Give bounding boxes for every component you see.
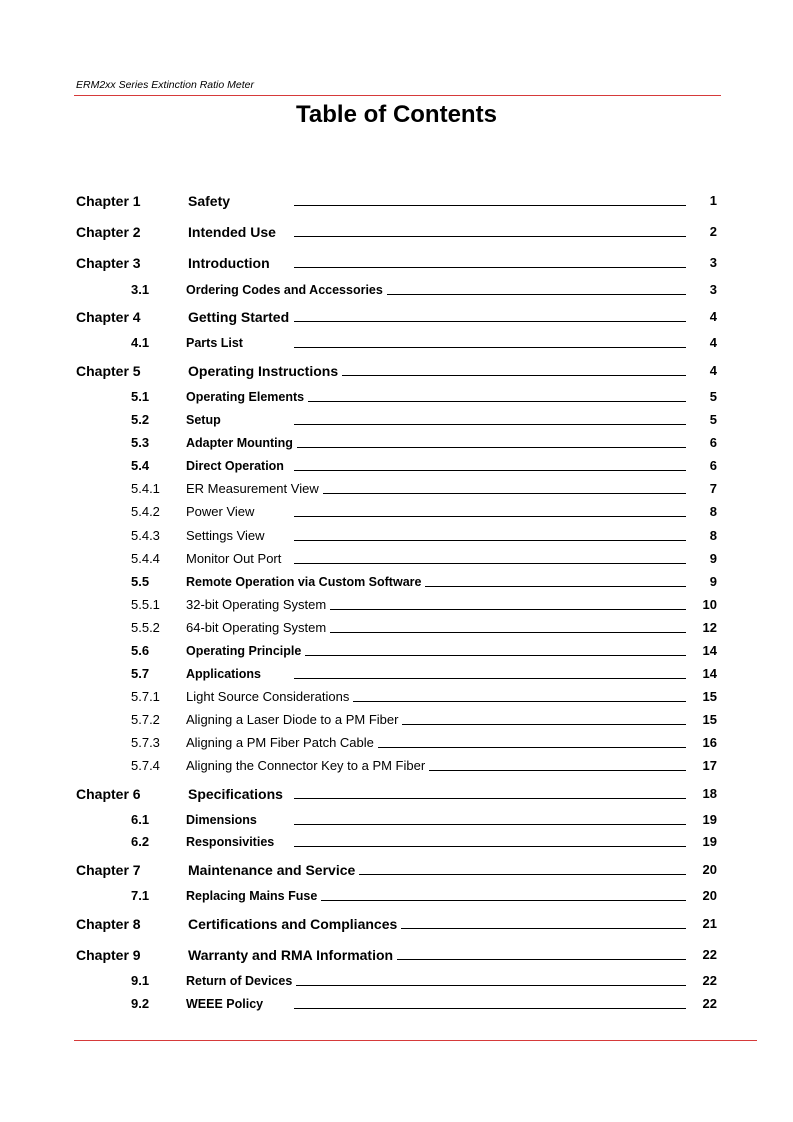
toc-entry-page: 12 [702,620,717,635]
toc-entry-number: 5.7.4 [131,758,160,773]
toc-entry[interactable] [0,832,793,852]
toc-leader-line [294,846,686,847]
toc-entry[interactable] [0,191,793,211]
toc-entry-title: Dimensions [186,813,257,827]
toc-leader-line [330,609,686,610]
toc-leader-line [294,347,686,348]
toc-entry-title: Adapter Mounting [186,436,293,450]
toc-entry[interactable] [0,971,793,991]
toc-entry-page: 8 [709,528,717,543]
toc-entry[interactable] [0,860,793,880]
toc-leader-line [294,563,686,564]
toc-entry-number: 5.2 [131,412,150,427]
toc-entry-page: 4 [709,363,717,378]
toc-entry[interactable] [0,687,793,707]
toc-leader-line [330,632,686,633]
toc-leader-line [294,236,686,237]
toc-entry-number: 5.4 [131,458,150,473]
toc-entry-page: 15 [702,712,717,727]
toc-entry-page: 6 [709,435,717,450]
toc-entry-page: 9 [709,574,717,589]
toc-entry[interactable] [0,502,793,522]
toc-entry-title: Remote Operation via Custom Software [186,575,422,589]
toc-entry[interactable] [0,710,793,730]
toc-leader-line [294,824,686,825]
toc-entry-page: 5 [709,412,717,427]
toc-entry-page: 5 [709,389,717,404]
toc-leader-line [387,294,686,295]
toc-entry-title: Aligning the Connector Key to a PM Fiber [186,758,426,773]
toc-entry-title: 64-bit Operating System [186,620,327,635]
toc-entry-page: 7 [709,481,717,496]
toc-entry-number: 4.1 [131,335,150,350]
toc-leader-line [296,985,686,986]
toc-entry-title: Return of Devices [186,974,293,988]
toc-entry-title: Setup [186,413,221,427]
toc-entry-title: Warranty and RMA Information [188,947,394,963]
toc-entry-title: Operating Principle [186,644,302,658]
toc-entry-title: Safety [188,193,231,209]
toc-entry-title: Light Source Considerations [186,689,350,704]
toc-entry-title: Operating Instructions [188,363,339,379]
toc-entry-page: 10 [702,597,717,612]
toc-entry-number: 5.5.1 [131,597,160,612]
toc-entry[interactable] [0,526,793,546]
toc-entry[interactable] [0,410,793,430]
toc-entry-number: 5.7.3 [131,735,160,750]
toc-entry-number: 5.4.1 [131,481,160,496]
toc-entry-number: 5.7.1 [131,689,160,704]
toc-entry-page: 9 [709,551,717,566]
toc-entry-title: Settings View [186,528,265,543]
toc-leader-line [359,874,686,875]
toc-entry-page: 22 [702,947,717,962]
toc-entry-page: 19 [702,834,717,849]
toc-entry[interactable] [0,333,793,353]
toc-entry-title: Getting Started [188,309,290,325]
toc-leader-line [294,321,686,322]
toc-leader-line [402,724,686,725]
toc-entry-page: 15 [702,689,717,704]
toc-leader-line [308,401,686,402]
toc-leader-line [323,493,686,494]
toc-entry[interactable] [0,433,793,453]
footer-rule [74,1040,757,1041]
toc-entry-number: 7.1 [131,888,150,903]
toc-entry[interactable] [0,994,793,1014]
toc-entry-title: 32-bit Operating System [186,597,327,612]
toc-entry-number: Chapter 5 [76,363,141,379]
toc-leader-line [294,424,686,425]
toc-entry-title: Operating Elements [186,390,305,404]
toc-entry-page: 2 [709,224,717,239]
toc-entry[interactable] [0,733,793,753]
toc-entry-number: 5.3 [131,435,150,450]
toc-entry-title: Power View [186,504,255,519]
toc-entry-title: Maintenance and Service [188,862,356,878]
toc-entry-number: 3.1 [131,282,150,297]
toc-entry[interactable] [0,664,793,684]
toc-entry-title: Aligning a PM Fiber Patch Cable [186,735,374,750]
toc-entry-title: Replacing Mains Fuse [186,889,318,903]
toc-entry[interactable] [0,595,793,615]
toc-entry[interactable] [0,549,793,569]
toc-entry-number: 9.2 [131,996,150,1011]
toc-leader-line [294,798,686,799]
toc-entry[interactable] [0,479,793,499]
toc-entry-page: 19 [702,812,717,827]
toc-entry-number: 9.1 [131,973,150,988]
toc-entry[interactable] [0,810,793,830]
toc-leader-line [353,701,686,702]
toc-entry-title: Intended Use [188,224,276,240]
toc-entry[interactable] [0,253,793,273]
toc-entry[interactable] [0,456,793,476]
toc-entry-number: 5.7.2 [131,712,160,727]
toc-entry-number: Chapter 9 [76,947,141,963]
toc-leader-line [294,678,686,679]
toc-entry-number: Chapter 6 [76,786,141,802]
toc-entry-page: 3 [709,282,717,297]
toc-entry-number: Chapter 1 [76,193,141,209]
toc-entry-page: 3 [709,255,717,270]
toc-leader-line [294,540,686,541]
toc-entry-page: 4 [709,309,717,324]
toc-entry-page: 18 [702,786,717,801]
toc-entry-page: 22 [702,996,717,1011]
toc-entry[interactable] [0,280,793,300]
toc-entry-number: Chapter 7 [76,862,141,878]
toc-entry[interactable] [0,618,793,638]
toc-entry-title: WEEE Policy [186,997,264,1011]
toc-leader-line [294,470,686,471]
toc-entry-page: 8 [709,504,717,519]
toc-entry-number: 5.4.2 [131,504,160,519]
header-rule [74,95,721,96]
toc-leader-line [397,959,686,960]
toc-entry-title: Direct Operation [186,459,284,473]
toc-entry-page: 14 [702,643,717,658]
toc-entry-page: 16 [702,735,717,750]
toc-leader-line [294,205,686,206]
toc-leader-line [305,655,686,656]
running-header: ERM2xx Series Extinction Ratio Meter [76,79,254,91]
toc-entry-title: Parts List [186,336,243,350]
toc-entry[interactable] [0,886,793,906]
toc-entry-page: 22 [702,973,717,988]
toc-entry-title: Applications [186,667,262,681]
toc-entry-title: ER Measurement View [186,481,319,496]
toc-entry[interactable] [0,914,793,934]
toc-entry[interactable] [0,572,793,592]
toc-entry-page: 6 [709,458,717,473]
toc-entry[interactable] [0,361,793,381]
toc-entry[interactable] [0,756,793,776]
toc-entry-title: Responsivities [186,835,275,849]
toc-leader-line [321,900,686,901]
toc-entry-number: 5.1 [131,389,150,404]
toc-leader-line [429,770,686,771]
toc-entry-page: 20 [702,862,717,877]
toc-entry-page: 17 [702,758,717,773]
toc-entry[interactable] [0,945,793,965]
toc-entry-title: Introduction [188,255,270,271]
toc-entry[interactable] [0,784,793,804]
toc-entry-number: Chapter 3 [76,255,141,271]
toc-entry[interactable] [0,641,793,661]
toc-entry-number: 5.4.3 [131,528,160,543]
toc-entry-number: 5.6 [131,643,150,658]
toc-leader-line [342,375,686,376]
toc-leader-line [425,586,686,587]
toc-leader-line [294,516,686,517]
toc-entry-number: Chapter 4 [76,309,141,325]
toc-leader-line [401,928,686,929]
page-title: Table of Contents [296,101,497,128]
toc-leader-line [378,747,686,748]
toc-leader-line [294,267,686,268]
toc-entry-number: Chapter 2 [76,224,141,240]
toc-entry-page: 1 [709,193,717,208]
toc-entry-title: Ordering Codes and Accessories [186,283,383,297]
toc-entry-title: Certifications and Compliances [188,916,398,932]
toc-entry-page: 21 [702,916,717,931]
toc-entry-title: Specifications [188,786,283,802]
toc-entry[interactable] [0,387,793,407]
toc-entry-number: 5.7 [131,666,150,681]
toc-entry-page: 20 [702,888,717,903]
toc-entry-page: 4 [709,335,717,350]
toc-entry[interactable] [0,222,793,242]
toc-entry-page: 14 [702,666,717,681]
toc-entry-number: 5.5 [131,574,150,589]
toc-entry[interactable] [0,307,793,327]
toc-leader-line [297,447,686,448]
toc-entry-number: 5.4.4 [131,551,160,566]
toc-entry-number: Chapter 8 [76,916,141,932]
toc-entry-title: Aligning a Laser Diode to a PM Fiber [186,712,399,727]
toc-entry-number: 6.2 [131,834,150,849]
toc-leader-line [294,1008,686,1009]
toc-entry-number: 5.5.2 [131,620,160,635]
toc-entry-title: Monitor Out Port [186,551,282,566]
toc-entry-number: 6.1 [131,812,150,827]
